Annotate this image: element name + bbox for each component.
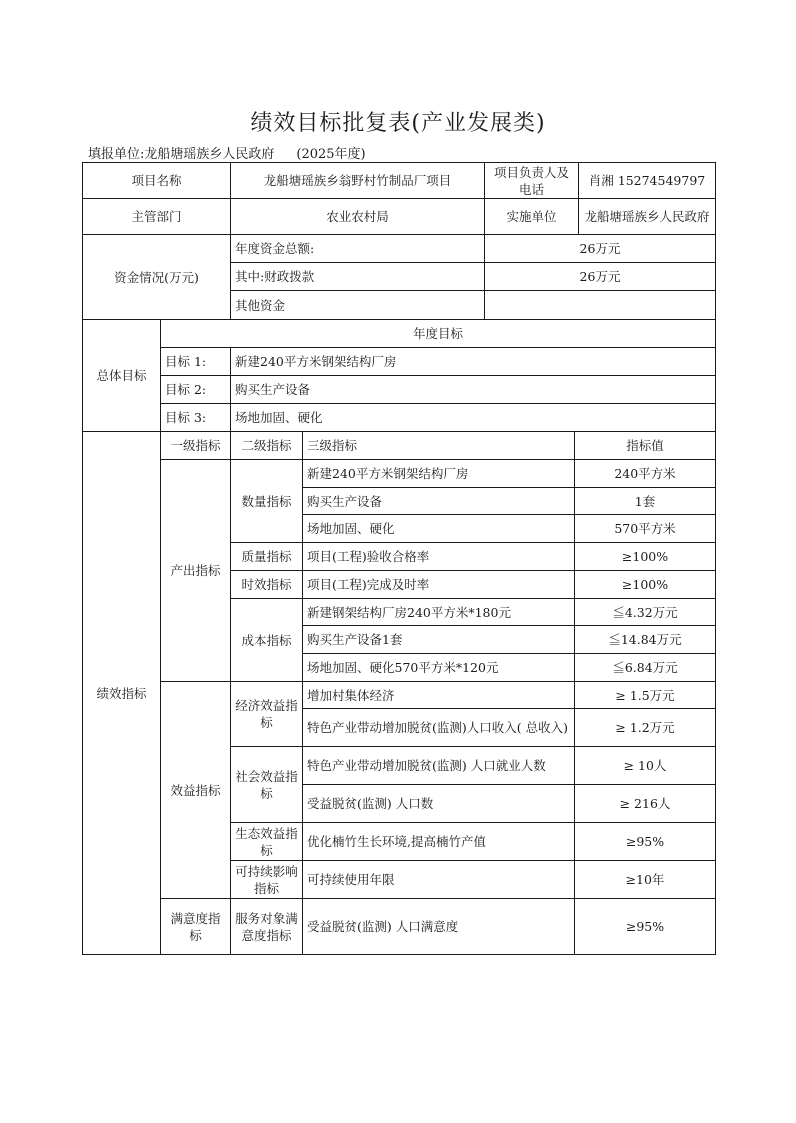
impl-label: 实施单位 [485,199,579,235]
year-label: (2025年度) [296,147,366,162]
funds-row-label: 其他资金 [231,291,485,320]
sustainable-label: 可持续影响指标 [231,861,303,899]
benefit-label: 效益指标 [161,682,231,899]
indicator-name: 特色产业带动增加脱贫(监测) 人口就业人数 [303,747,575,785]
indicator-value: ≥100% [575,571,716,599]
indicator-value: ≦14.84万元 [575,626,716,654]
indicator-name: 新建钢架结构厂房240平方米*180元 [303,599,575,626]
indicator-name: 项目(工程)完成及时率 [303,571,575,599]
indicator-name: 增加村集体经济 [303,682,575,709]
overall-label: 总体目标 [83,320,161,432]
indicator-name: 优化楠竹生长环境,提高楠竹产值 [303,823,575,861]
unit-label: 填报单位: [88,147,145,162]
indicator-value: ≦6.84万元 [575,654,716,682]
overall-goals-table [82,319,716,432]
project-name-row [83,163,716,199]
satisfaction-label: 满意度指标 [161,899,231,955]
indicator-name: 场地加固、硬化 [303,515,575,543]
indicator-value: ≥95% [575,823,716,861]
goal-value: 购买生产设备 [231,376,716,404]
indicator-name: 可持续使用年限 [303,861,575,899]
funds-row-value: 26万元 [485,263,716,291]
indicators-label: 绩效指标 [83,432,161,955]
page-title: 绩效目标批复表(产业发展类) [250,111,546,136]
header-l3: 三级指标 [303,432,575,460]
funds-row-label: 其中:财政拨款 [231,263,485,291]
indicator-value: 570平方米 [575,515,716,543]
goal-label: 目标 2: [161,376,231,404]
funds-row-value [485,291,716,320]
ecological-label: 生态效益指标 [231,823,303,861]
overall-header: 年度目标 [161,320,716,348]
dept-label: 主管部门 [83,199,231,235]
goal-row [83,376,716,404]
indicator-value: ≦4.32万元 [575,599,716,626]
project-name-value: 龙船塘瑶族乡翁野村竹制品厂项目 [231,163,485,199]
goal-label: 目标 1: [161,348,231,376]
dept-value: 农业农村局 [231,199,485,235]
goal-row [83,404,716,432]
indicator-name: 特色产业带动增加脱贫(监测)人口收入( 总收入) [303,709,575,747]
social-label: 社会效益指标 [231,747,303,823]
funds-table [82,234,716,320]
indicator-value: ≥ 216人 [575,785,716,823]
indicator-value: ≥10年 [575,861,716,899]
indicator-value: ≥100% [575,543,716,571]
indicator-name: 新建240平方米钢架结构厂房 [303,460,575,488]
indicators-table [82,431,716,955]
indicator-name: 场地加固、硬化570平方米*120元 [303,654,575,682]
funds-row [83,235,716,263]
dept-row [83,199,716,235]
info-table [82,162,716,235]
indicator-value: ≥ 1.2万元 [575,709,716,747]
header-value: 指标值 [575,432,716,460]
goal-label: 目标 3: [161,404,231,432]
funds-row-label: 年度资金总额: [231,235,485,263]
indicator-name: 购买生产设备 [303,488,575,515]
project-leader-label: 项目负责人及电话 [485,163,579,199]
indicator-value: ≥95% [575,899,716,955]
project-leader-value: 肖湘 15274549797 [579,163,716,199]
funds-label: 资金情况(万元) [83,235,231,320]
economic-label: 经济效益指标 [231,682,303,747]
indicator-value: 240平方米 [575,460,716,488]
satisfaction-sub-label: 服务对象满意度指标 [231,899,303,955]
goal-row [83,348,716,376]
overall-header-row [83,320,716,348]
cost-label: 成本指标 [231,599,303,682]
indicator-name: 受益脱贫(监测) 人口满意度 [303,899,575,955]
table-row [83,460,716,488]
indicator-name: 受益脱贫(监测) 人口数 [303,785,575,823]
indicator-name: 购买生产设备1套 [303,626,575,654]
funds-row-value: 26万元 [485,235,716,263]
indicator-value: ≥ 1.5万元 [575,682,716,709]
filler-line [88,143,366,162]
indicator-value: 1套 [575,488,716,515]
indicator-value: ≥ 10人 [575,747,716,785]
quantity-label: 数量指标 [231,460,303,543]
project-name-label: 项目名称 [83,163,231,199]
impl-value: 龙船塘瑶族乡人民政府 [579,199,716,235]
indicators-header-row [83,432,716,460]
quality-label: 质量指标 [231,543,303,571]
table-row [83,899,716,955]
output-label: 产出指标 [161,460,231,682]
goal-value: 新建240平方米钢架结构厂房 [231,348,716,376]
goal-value: 场地加固、硬化 [231,404,716,432]
unit-value: 龙船塘瑶族乡人民政府 [144,147,275,162]
table-row [83,682,716,709]
indicator-name: 项目(工程)验收合格率 [303,543,575,571]
header-l1: 一级指标 [161,432,231,460]
header-l2: 二级指标 [231,432,303,460]
timeliness-label: 时效指标 [231,571,303,599]
